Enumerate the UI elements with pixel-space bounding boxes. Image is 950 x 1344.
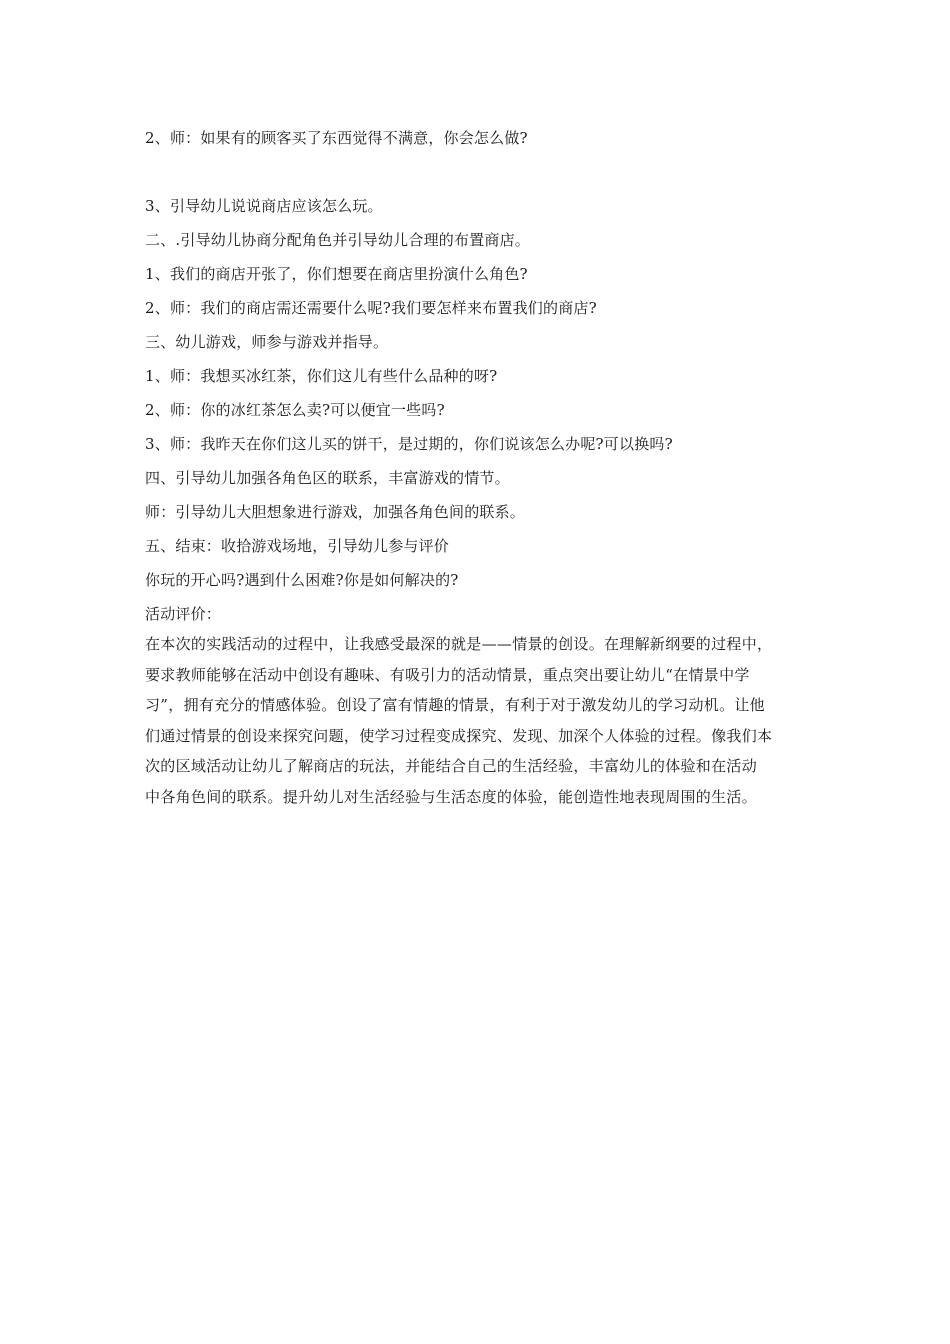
- text-line: 3、师：我昨天在你们这儿买的饼干，是过期的，你们说该怎么办呢?可以换吗?: [145, 435, 673, 453]
- paragraph-line: 次的区域活动让幼儿了解商店的玩法，并能结合自己的生活经验，丰富幼儿的体验和在活动: [145, 757, 758, 775]
- section-heading: 四、引导幼儿加强各角色区的联系，丰富游戏的情节。: [145, 469, 510, 487]
- text-line: 2、师：如果有的顾客买了东西觉得不满意，你会怎么做?: [145, 129, 528, 147]
- paragraph-line: 习”，拥有充分的情感体验。创设了富有情趣的情景，有利于对于激发幼儿的学习动机。让他: [145, 696, 765, 714]
- paragraph-line: 在本次的实践活动的过程中，让我感受最深的就是——情景的创设。在理解新纲要的过程中，: [145, 635, 773, 653]
- text-line: 3、引导幼儿说说商店应该怎么玩。: [145, 197, 383, 215]
- text-line: 2、师：我们的商店需还需要什么呢?我们要怎样来布置我们的商店?: [145, 299, 597, 317]
- text-line: 师：引导幼儿大胆想象进行游戏，加强各角色间的联系。: [145, 503, 526, 521]
- text-line: 2、师：你的冰红茶怎么卖?可以便宜一些吗?: [145, 401, 445, 419]
- evaluation-heading: 活动评价：: [145, 605, 222, 623]
- text-line: 你玩的开心吗?遇到什么困难?你是如何解决的?: [145, 571, 459, 589]
- text-line: 1、我们的商店开张了，你们想要在商店里扮演什么角色?: [145, 265, 528, 283]
- section-heading: 五、结束：收拾游戏场地，引导幼儿参与评价: [145, 537, 450, 555]
- text-line: 1、师：我想买冰红茶，你们这儿有些什么品种的呀?: [145, 367, 498, 385]
- paragraph-line: 要求教师能够在活动中创设有趣味、有吸引力的活动情景，重点突出要让幼儿“在情景中学: [145, 665, 750, 684]
- paragraph-line: 中各角色间的联系。提升幼儿对生活经验与生活态度的体验，能创造性地表现周围的生活。: [145, 787, 758, 806]
- evaluation-paragraph: [145, 629, 825, 812]
- section-heading: 三、幼儿游戏，师参与游戏并指导。: [145, 333, 389, 351]
- paragraph-line: 们通过情景的创设来探究问题，使学习过程变成探究、发现、加深个人体验的过程。像我们本: [145, 726, 773, 745]
- section-heading: 二、.引导幼儿协商分配角色并引导幼儿合理的布置商店。: [145, 231, 530, 249]
